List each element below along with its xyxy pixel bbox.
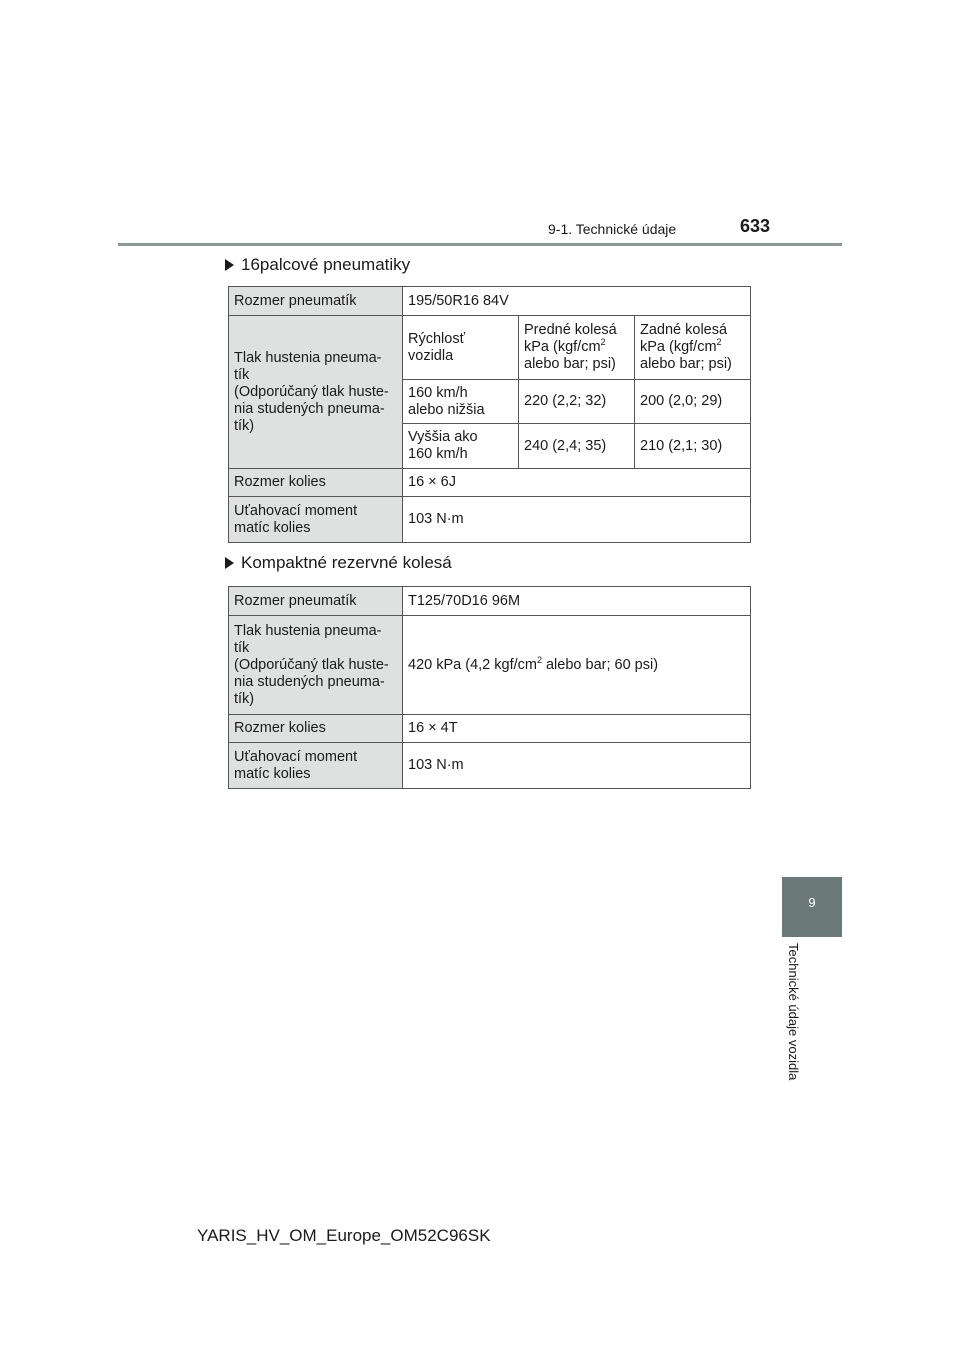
document-footer-code: YARIS_HV_OM_Europe_OM52C96SK bbox=[197, 1226, 491, 1245]
speed-cell: 160 km/h alebo nižšia bbox=[403, 380, 519, 424]
front-pressure-cell: 220 (2,2; 32) bbox=[519, 380, 635, 424]
torque-label: Uťahovací moment matíc kolies bbox=[229, 743, 403, 789]
tire-size-label: Rozmer pneumatík bbox=[229, 587, 403, 616]
chapter-tab-label: Technické údaje vozidla bbox=[786, 943, 801, 1081]
torque-value: 103 N·m bbox=[403, 497, 751, 543]
tire-size-value: 195/50R16 84V bbox=[403, 287, 751, 316]
front-pressure-cell: 240 (2,4; 35) bbox=[519, 424, 635, 469]
header-section-title: 9-1. Technické údaje bbox=[548, 221, 677, 237]
pressure-label: Tlak hustenia pneuma- tík (Odporúčaný tlak huste- nia studených pneuma- tík) bbox=[229, 316, 403, 469]
speed-cell: Vyššia ako 160 km/h bbox=[403, 424, 519, 469]
rear-pressure-cell: 200 (2,0; 29) bbox=[635, 380, 751, 424]
wheel-size-label: Rozmer kolies bbox=[229, 715, 403, 743]
col-speed-header: Rýchlosť vozidla bbox=[403, 316, 519, 380]
header-rule bbox=[118, 243, 842, 246]
torque-value: 103 N·m bbox=[403, 743, 751, 789]
pressure-value: 420 kPa (4,2 kgf/$cm^2$ alebo bar; 60 psi) bbox=[403, 616, 751, 715]
tire-size-value: T125/70D16 96M bbox=[403, 587, 751, 616]
section-heading-16-inch bbox=[225, 255, 410, 275]
page-number: 633 bbox=[740, 216, 771, 236]
wheel-size-label: Rozmer kolies bbox=[229, 469, 403, 497]
tire-spec-table bbox=[228, 286, 751, 543]
col-front-header: Predné kolesá kPa ($kgf/cm^2$ alebo bar; psi) bbox=[519, 316, 635, 380]
tire-size-label: Rozmer pneumatík bbox=[229, 287, 403, 316]
triangle-bullet-icon bbox=[225, 557, 234, 569]
pressure-label: Tlak hustenia pneuma- tík (Odporúčaný tlak huste- nia studených pneuma- tík) bbox=[229, 616, 403, 715]
wheel-size-value: 16 × 6J bbox=[403, 469, 751, 497]
triangle-bullet-icon bbox=[225, 259, 234, 271]
wheel-size-value: 16 × 4T bbox=[403, 715, 751, 743]
heading-text: 16palcové pneumatiky bbox=[241, 255, 411, 274]
torque-label: Uťahovací moment matíc kolies bbox=[229, 497, 403, 543]
heading-text: Kompaktné rezervné kolesá bbox=[241, 553, 452, 572]
section-heading-spare-wheel bbox=[225, 553, 452, 573]
chapter-tab-number: 9 bbox=[808, 895, 816, 910]
col-rear-header: Zadné kolesá kPa ($kgf/cm^2$ alebo bar; psi) bbox=[635, 316, 751, 380]
rear-pressure-cell: 210 (2,1; 30) bbox=[635, 424, 751, 469]
spare-wheel-spec-table bbox=[228, 586, 751, 789]
